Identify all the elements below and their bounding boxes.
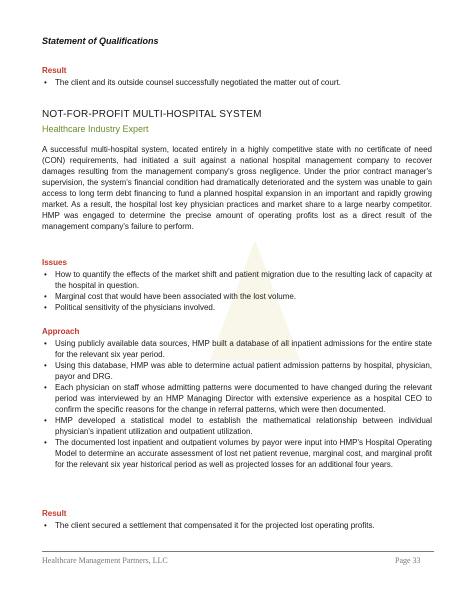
list-item: • Using this database, HMP was able to determine actual patient admission patterns by hospital, physician, payor and DRG. xyxy=(44,361,432,381)
approach-list xyxy=(42,338,432,470)
bullet-icon: • xyxy=(44,78,47,87)
result-top-list xyxy=(42,77,432,88)
list-item: • Political sensitivity of the physicians involved. xyxy=(44,303,216,312)
case-paragraph: A successful multi-hospital system, located entirely in a highly competitive state with no certificate of need (CON) requirements, had initiated a suit against a national hospital management company to recover damages resulting from the management company's gross negligence. Under the prior contract manager's supervision, the system's financial condition had dramatically deteriorated and the system was unable to gain access to long term debt financing to fund a planned hospital expansion in an important and rapidly growing market. As a result, the hospital lost key physician practices and market share to a large nearby competitor. HMP was engaged to determine the precise amount of operating profits lost as a direct result of the management company's failure to perform. xyxy=(42,145,432,231)
footer-divider xyxy=(42,551,434,552)
bullet-icon: • xyxy=(44,438,47,447)
statement-heading: Statement of Qualifications xyxy=(42,36,159,46)
bullet-icon: • xyxy=(44,303,47,312)
bullet-icon: • xyxy=(44,416,47,425)
list-item: • The client secured a settlement that compensated it for the projected lost operating profits. xyxy=(44,521,375,530)
case-title: NOT-FOR-PROFIT MULTI-HOSPITAL SYSTEM xyxy=(42,109,262,120)
approach-label: Approach xyxy=(42,327,80,336)
result-top-label: Result xyxy=(42,66,67,75)
bullet-icon: • xyxy=(44,361,47,370)
list-item: • Using publicly available data sources, HMP built a database of all inpatient admissions for the entire state for the relevant six year period. xyxy=(44,339,432,359)
list-item: • Each physician on staff whose admitting patterns were documented to have changed during the relevant period was interviewed by an HMP Managing Director with extensive experience as a hospital CEO to confirm the specific reasons for the change in referral patterns, which were then documented. xyxy=(44,383,432,414)
result-bottom-list xyxy=(42,520,432,531)
bullet-icon: • xyxy=(44,270,47,279)
list-item: • HMP developed a statistical model to establish the mathematical relationship between individual physician's inpatient utilization and outpatient utilization. xyxy=(44,416,432,436)
issues-label: Issues xyxy=(42,258,67,267)
bullet-icon: • xyxy=(44,339,47,348)
list-item: • Marginal cost that would have been associated with the lost volume. xyxy=(44,292,297,301)
list-item: • How to quantify the effects of the market shift and patient migration due to the resulting lack of capacity at the hospital in question. xyxy=(44,270,432,290)
list-item: • The documented lost inpatient and outpatient volumes by payor were input into HMP's Hospital Operating Model to determine an accurate assessment of lost net patient revenue, marginal cost, and marginal profit for the relevant six year historical period as well as projected losses for an additional four years. xyxy=(44,438,432,469)
page-number: Page 33 xyxy=(395,556,421,565)
list-item: • The client and its outside counsel successfully negotiated the matter out of court. xyxy=(44,78,341,87)
result-bottom-label: Result xyxy=(42,509,67,518)
bullet-icon: • xyxy=(44,521,47,530)
footer-company: Healthcare Management Partners, LLC xyxy=(42,556,168,565)
bullet-icon: • xyxy=(44,383,47,392)
bullet-icon: • xyxy=(44,292,47,301)
issues-list xyxy=(42,269,432,313)
case-subtitle: Healthcare Industry Expert xyxy=(42,124,149,134)
